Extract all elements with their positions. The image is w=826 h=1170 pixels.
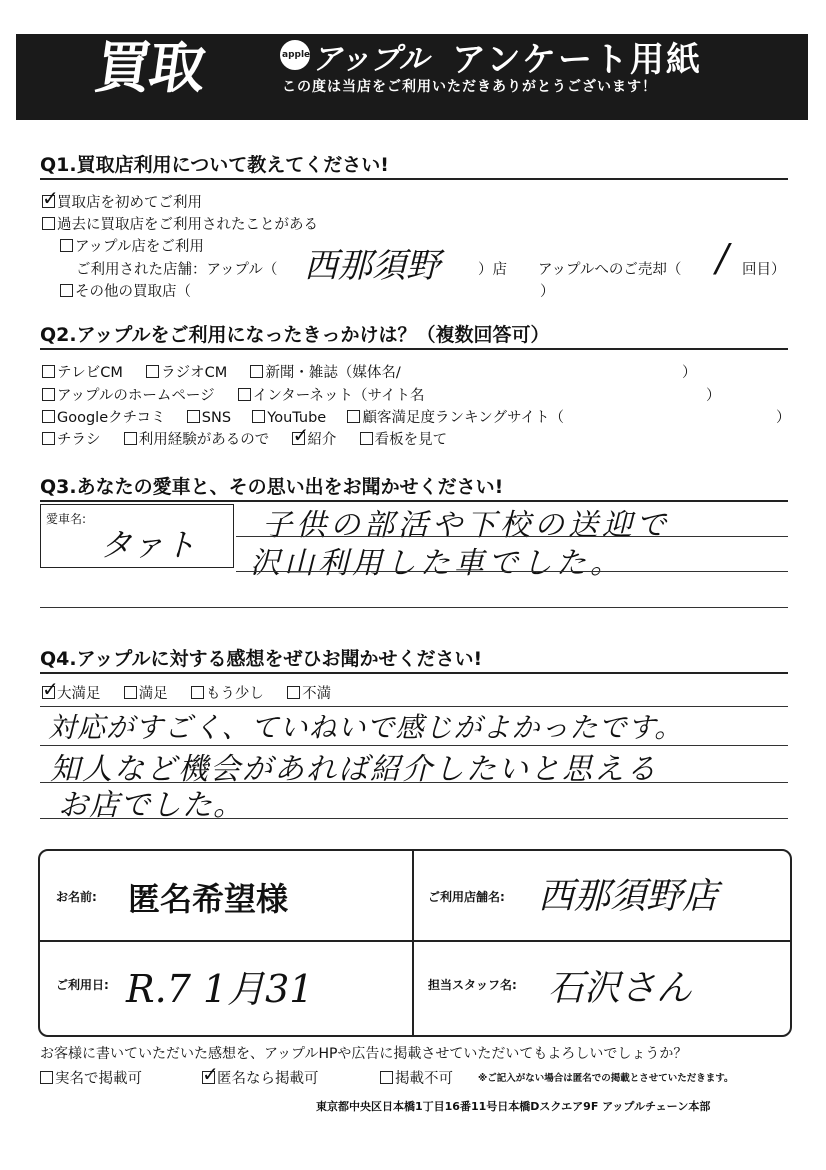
checkbox-referral-checked[interactable]: [292, 423, 310, 447]
checkbox-internet[interactable]: [238, 388, 251, 401]
q1-store-label: ご利用された店舗：アップル（: [76, 262, 278, 278]
checkbox-somewhat[interactable]: [191, 686, 204, 699]
q1-title: Q1.買取店利用について教えてください!: [40, 154, 389, 176]
date-value[interactable]: R.7 1月31: [126, 967, 314, 1011]
q4-comment-line-1[interactable]: 対応がすごく、ていねいで感じがよかったです。: [48, 711, 684, 744]
check-mark-icon: ✓: [42, 186, 59, 210]
q1-store-handwritten[interactable]: 西那須野: [304, 246, 440, 286]
checkbox-youtube[interactable]: [252, 410, 265, 423]
q3-memory-line-1[interactable]: 子供の部活や下校の送迎で: [262, 508, 670, 543]
car-name-label: 愛車名:: [46, 512, 87, 526]
q4-dissatisfied-label: 不満: [302, 686, 332, 702]
q4-rule-top: [40, 672, 788, 674]
q2-row-2-close: ）: [706, 388, 721, 404]
brand-name: アップル: [312, 42, 429, 77]
q4-rule-3: [40, 818, 788, 819]
q3-rule-1: [236, 536, 788, 537]
permission-anon-option[interactable]: [202, 1062, 319, 1088]
q3-rule-3: [40, 607, 788, 608]
checkbox-homepage[interactable]: [42, 388, 55, 401]
q2-row-3-close: ）: [776, 410, 791, 426]
footer-address: 東京都中央区日本橋1丁目16番11号日本橋Dスクエア9F アップルチェーン本部: [316, 1100, 711, 1113]
permission-question: お客様に書いていただいた感想を、アップルHPや広告に掲載させていただいてもよろしいでしょうか？: [40, 1046, 688, 1062]
checkbox-signboard[interactable]: [360, 432, 373, 445]
check-mark-icon: ✓: [42, 677, 59, 701]
q4-very-satisfied-label: 大満足: [57, 686, 101, 702]
q2-ranking-site-label: 顧客満足度ランキングサイト（: [362, 410, 565, 426]
q1-option-apple-label: アップル店をご利用: [75, 239, 204, 255]
q1-option-other-label: その他の買取店（: [75, 284, 191, 300]
q4-comment-line-3[interactable]: お店でした。: [58, 788, 244, 823]
checkbox-dissatisfied[interactable]: [287, 686, 300, 699]
checkbox-other[interactable]: [60, 284, 73, 297]
q2-flyer-label: チラシ: [57, 432, 101, 448]
q1-rule: [40, 178, 788, 180]
checkbox-newspaper[interactable]: [250, 365, 263, 378]
q1-other-close: ）: [540, 284, 555, 300]
checkbox-very-satisfied-checked[interactable]: [42, 677, 59, 701]
name-value[interactable]: 匿名希望様: [128, 880, 289, 918]
q1-store-suffix: ）店: [478, 262, 507, 278]
q2-homepage-label: アップルのホームページ: [57, 388, 215, 404]
checkbox-ranking-site[interactable]: [347, 410, 360, 423]
checkbox-flyer[interactable]: [42, 432, 55, 445]
q1-option-other[interactable]: [60, 280, 191, 301]
q4-rating-row: [42, 677, 332, 703]
q1-option-past[interactable]: [42, 213, 318, 234]
permission-no-option[interactable]: [380, 1067, 453, 1088]
checkbox-prior-use[interactable]: [124, 432, 137, 445]
checkbox-past[interactable]: [42, 217, 55, 230]
q1-times-suffix: 回目）: [742, 262, 786, 278]
q2-row-2: [42, 384, 425, 405]
q2-referral-label: 紹介: [307, 432, 337, 448]
q2-row-1: [42, 361, 401, 382]
q2-row-1-close: ）: [682, 365, 697, 381]
q2-youtube-label: YouTube: [267, 410, 327, 426]
permission-realname-option[interactable]: [40, 1067, 142, 1088]
checkbox-anon-checked[interactable]: [202, 1062, 219, 1086]
q1-option-apple[interactable]: [60, 235, 204, 256]
info-divider-vertical: [412, 849, 414, 1035]
store-value[interactable]: 西那須野店: [538, 876, 719, 917]
check-mark-icon: ✓: [202, 1062, 219, 1086]
page-subtitle: この度は当店をご利用いただきありがとうございます！: [282, 79, 657, 95]
apple-brand-icon: apple: [280, 40, 310, 70]
permission-anon-label: 匿名なら掲載可: [217, 1071, 319, 1087]
checkbox-no-publish[interactable]: [380, 1071, 393, 1084]
q4-comment-line-2[interactable]: 知人など機会があれば紹介したいと思える: [50, 752, 658, 787]
checkbox-google-review[interactable]: [42, 410, 55, 423]
q1-option-first[interactable]: [42, 186, 202, 212]
q1-option-past-label: 過去に買取店をご利用されたことがある: [57, 217, 318, 233]
q4-title: Q4.アップルに対する感想をぜひお聞かせください!: [40, 648, 483, 670]
q2-internet-label: インターネット（サイト名: [252, 388, 425, 404]
permission-no-label: 掲載不可: [395, 1071, 453, 1087]
checkbox-satisfied[interactable]: [124, 686, 137, 699]
staff-label: 担当スタッフ名:: [428, 978, 517, 992]
q1-option-first-label: 買取店を初めてご利用: [57, 195, 202, 211]
q4-somewhat-label: もう少し: [205, 686, 264, 702]
q1-times-handwritten[interactable]: /: [716, 236, 729, 280]
checkbox-first-checked[interactable]: [42, 186, 59, 210]
q4-satisfied-label: 満足: [138, 686, 168, 702]
date-label: ご利用日:: [56, 978, 109, 992]
q2-tv-cm-label: テレビCM: [57, 365, 123, 381]
q2-newspaper-label: 新聞・雑誌（媒体名/: [265, 365, 401, 381]
q2-radio-cm-label: ラジオCM: [161, 365, 228, 381]
staff-value[interactable]: 石沢さん: [548, 968, 693, 1009]
checkbox-realname[interactable]: [40, 1071, 53, 1084]
q2-title: Q2.アップルをご利用になったきっかけは？（複数回答可）: [40, 324, 550, 346]
name-label: お名前:: [56, 890, 97, 904]
q3-rule-2: [236, 571, 788, 572]
store-label: ご利用店舗名:: [428, 890, 505, 904]
checkbox-tv-cm[interactable]: [42, 365, 55, 378]
q2-rule: [40, 348, 788, 350]
page-title: アンケート用紙: [452, 40, 702, 80]
q1-times-label: アップルへのご売却（: [538, 262, 682, 278]
q2-signboard-label: 看板を見て: [374, 432, 448, 448]
q2-google-review-label: Googleクチコミ: [57, 410, 166, 426]
checkbox-sns[interactable]: [187, 410, 200, 423]
kaitori-logo: 買取: [90, 36, 208, 101]
q2-sns-label: SNS: [201, 410, 232, 426]
checkbox-apple[interactable]: [60, 239, 73, 252]
car-name-handwritten[interactable]: タァト: [100, 526, 197, 564]
info-divider-horizontal: [38, 940, 790, 942]
checkbox-radio-cm[interactable]: [146, 365, 159, 378]
check-mark-icon: ✓: [292, 423, 310, 447]
q3-memory-line-2[interactable]: 沢山利用した車でした。: [250, 546, 624, 581]
q3-title: Q3.あなたの愛車と、その思い出をお聞かせください!: [40, 476, 504, 498]
q2-row-4: [42, 423, 448, 449]
permission-realname-label: 実名で掲載可: [55, 1071, 142, 1087]
permission-note: ※ご記入がない場合は匿名での掲載とさせていただきます。: [478, 1073, 734, 1084]
q2-prior-use-label: 利用経験があるので: [138, 432, 270, 448]
